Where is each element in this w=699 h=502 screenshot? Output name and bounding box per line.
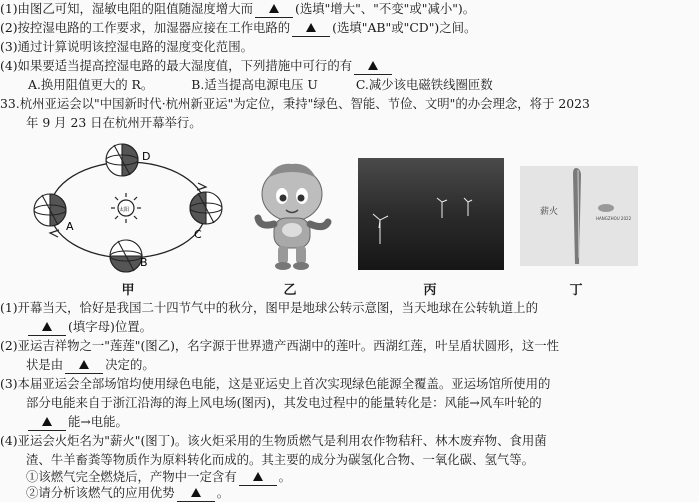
caption-yi: 乙: [283, 283, 297, 298]
triangle-icon: [42, 417, 52, 426]
answer-blank[interactable]: [354, 57, 392, 75]
label-d: D: [142, 150, 151, 163]
q33-p1-line-1: (1)开幕当天，恰好是我国二十四节气中的秋分，图甲是地球公转示意图，当天地球在公转轨道上的: [0, 300, 538, 315]
caption-jia: 甲: [121, 283, 135, 298]
answer-blank[interactable]: [255, 0, 293, 18]
triangle-icon: [191, 488, 201, 497]
q33-p3-line-1: (3)本届亚运会全部场馆均使用绿色电能，这是亚运史上首次实现绿色能源全覆盖。亚运场馆所使用的: [0, 376, 551, 391]
triangle-icon: [306, 23, 316, 32]
q33-p4-line-3: ①该燃气完全燃烧后，产物中一定含有 。: [26, 469, 292, 484]
q33-p4-line-2: 渣、牛羊畜粪等物质作为原料转化而成的。其主要的成分为碳氢化合物、一氧化碳、氢气等。: [26, 452, 535, 467]
answer-blank[interactable]: [292, 19, 330, 37]
figure-wind-farm: [358, 158, 504, 270]
caption-ding: 丁: [569, 283, 583, 298]
triangle-icon: [42, 322, 52, 331]
caption-bing: 丙: [423, 283, 437, 298]
label-a: A: [66, 220, 74, 233]
earth-bottom: [110, 240, 142, 272]
triangle-icon: [253, 472, 263, 481]
label-c: C: [194, 228, 202, 241]
option-c[interactable]: C.减少该电磁铁线圈匝数: [355, 77, 493, 92]
figure-torch: [520, 166, 638, 266]
answer-blank[interactable]: [65, 356, 103, 374]
q32-line-3: (3)通过计算说明该控湿电路的湿度变化范围。: [0, 39, 253, 54]
q33-p3-line-2: 部分电能来自于浙江沿海的海上风电场(图丙)，其发电过程中的能量转化是：风能→风车叶轮的: [26, 395, 542, 410]
triangle-icon: [368, 61, 378, 70]
q33-p3-line-3: 能→电能。: [26, 413, 128, 431]
triangle-icon: [79, 360, 89, 369]
option-a[interactable]: A.换用阻值更大的 R。: [28, 77, 154, 92]
figure-mascot: [248, 160, 336, 272]
torch-stamp-1: 薪火: [540, 207, 559, 217]
q33-p2-line-1: (2)亚运吉祥物之一"莲莲"(图乙)，名字源于世界遗产西湖中的莲叶。西湖红莲，叶呈盾状圆形，这一性: [0, 338, 560, 353]
q33-p2-line-2: 状是由 决定的。: [26, 357, 155, 372]
q33-p1-line-2: (填字母)位置。: [26, 318, 152, 336]
earth-top: [106, 144, 138, 176]
q32-line-1: (1)由图乙可知，湿敏电阻的阻值随湿度增大而 (选填"增大"、"不变"或"减小")。: [0, 1, 476, 16]
answer-blank[interactable]: [239, 468, 277, 486]
earth-left: [34, 194, 66, 226]
earth-right: [190, 192, 222, 224]
q33-p4-line-1: (4)亚运会火炬名为"薪火"(图丁)。该火炬采用的生物质燃气是利用农作物秸秆、林木废弃物、食用菌: [0, 433, 547, 448]
q32-line-2: (2)按控湿电路的工作要求，加湿器应接在工作电路的 (选填"AB"或"CD")之间。: [0, 20, 477, 35]
torch-stamp-2: HANGZHOU 2022: [596, 216, 632, 221]
q33-intro-2: 年 9 月 23 日在杭州开幕举行。: [26, 115, 202, 130]
answer-blank[interactable]: [177, 484, 215, 502]
q33-p4-line-4: ②请分析该燃气的应用优势 。: [26, 485, 230, 500]
label-b: B: [140, 256, 148, 269]
q33-intro-1: 33.杭州亚运会以"中国新时代·杭州新亚运"为定位，秉持"绿色、智能、节俭、文明"的办会理念，将于 2023: [0, 96, 590, 111]
logo-icon: [598, 204, 614, 212]
q32-line-4: (4)如果要适当提高控湿电路的最大湿度值，下列措施中可行的有: [0, 57, 394, 75]
q32-options: [28, 76, 531, 93]
figure-earth-orbit: [28, 138, 228, 278]
answer-blank[interactable]: [28, 318, 66, 336]
option-b[interactable]: B.适当提高电源电压 U: [191, 77, 318, 92]
sun-label: 太阳: [119, 207, 130, 213]
answer-blank[interactable]: [28, 413, 66, 431]
triangle-icon: [269, 4, 279, 13]
